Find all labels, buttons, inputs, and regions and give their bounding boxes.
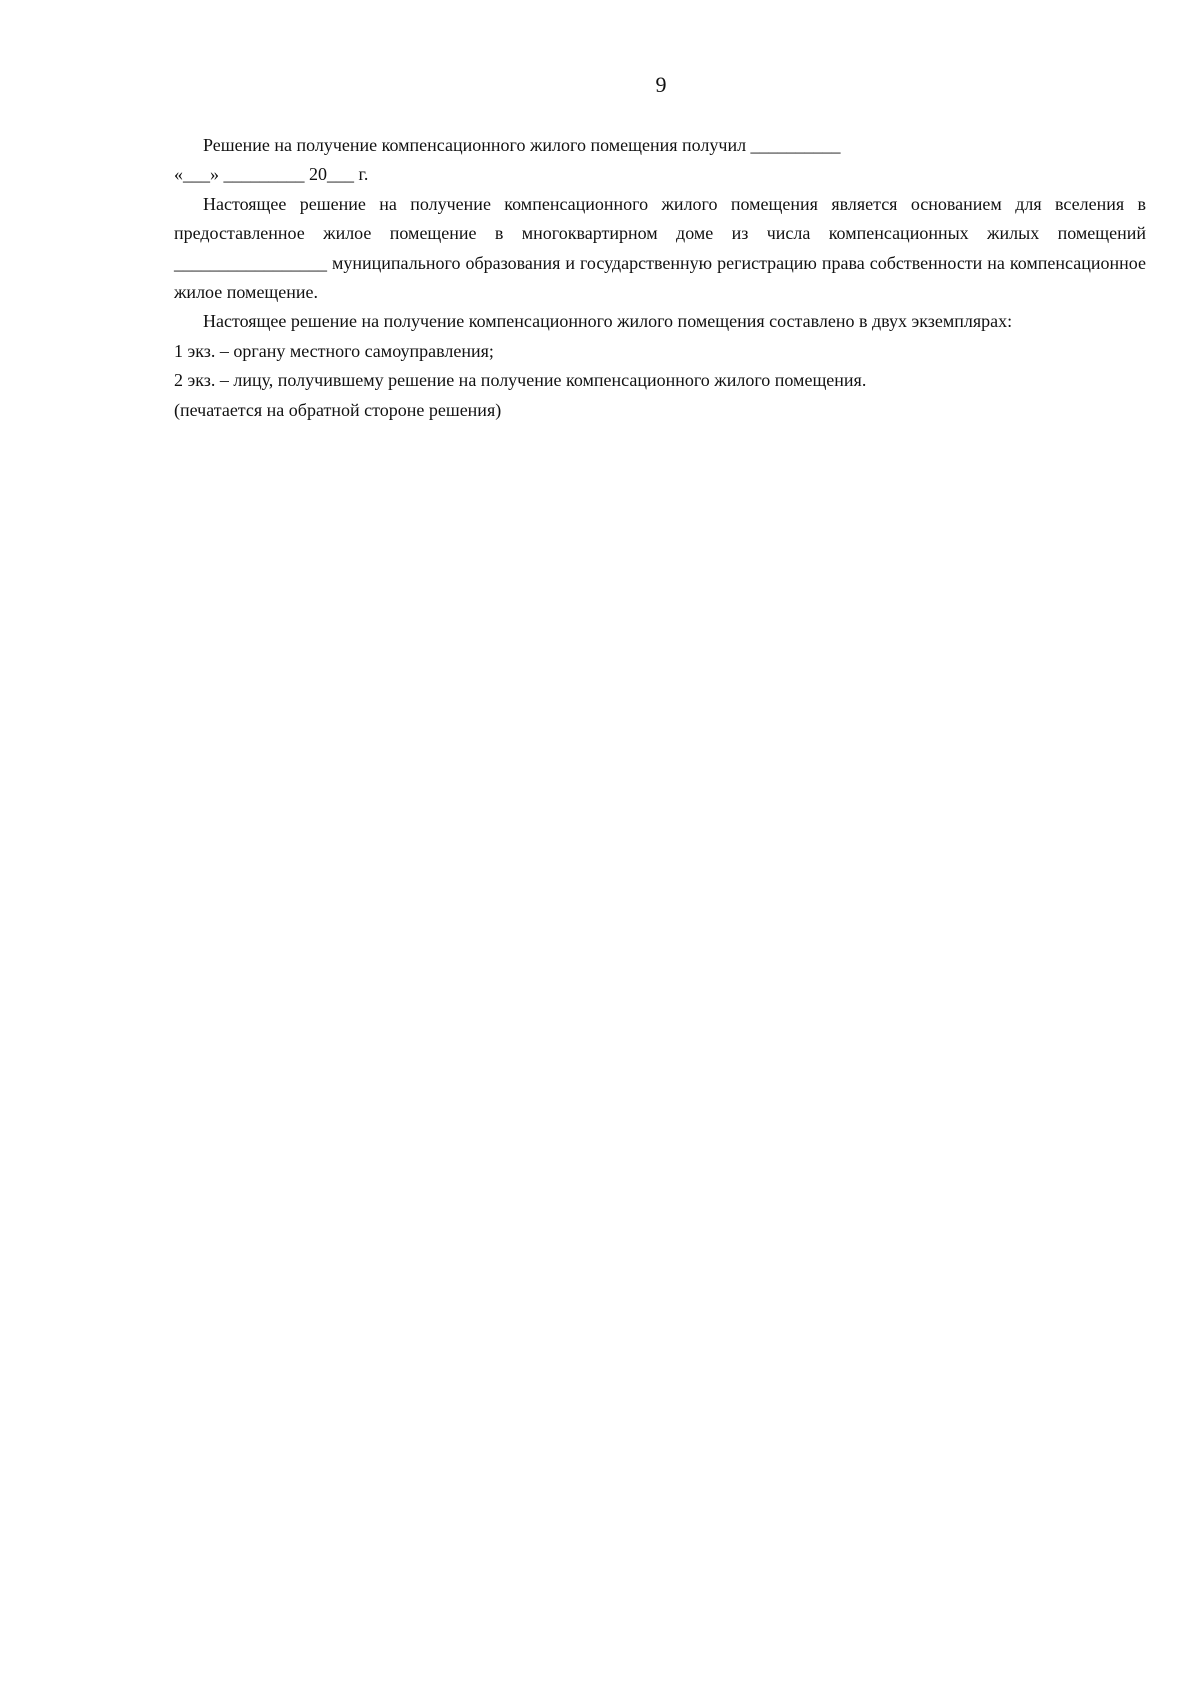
basis-paragraph: Настоящее решение на получение компенсационного жилого помещения является основанием для вселения в предоставленное жилое помещение в многоквартирном доме из числа компенсационных жилых помещений _________________ муниципального образования и государственную регистрацию права собственности на компенсационное жилое помещение. [174, 193, 1146, 303]
document-body [174, 131, 1146, 425]
copy-2-line: 2 экз. – лицу, получившему решение на получение компенсационного жилого помещения. [174, 370, 867, 391]
page-number: 9 [655, 72, 667, 97]
copies-intro: Настоящее решение на получение компенсационного жилого помещения составлено в двух экземплярах: [203, 311, 1013, 332]
received-line: Решение на получение компенсационного жилого помещения получил __________ [203, 135, 841, 155]
date-line: «___» _________ 20___ г. [174, 164, 369, 185]
copy-1-line: 1 экз. – органу местного самоуправления; [174, 340, 494, 361]
print-note: (печатается на обратной стороне решения) [174, 399, 502, 420]
